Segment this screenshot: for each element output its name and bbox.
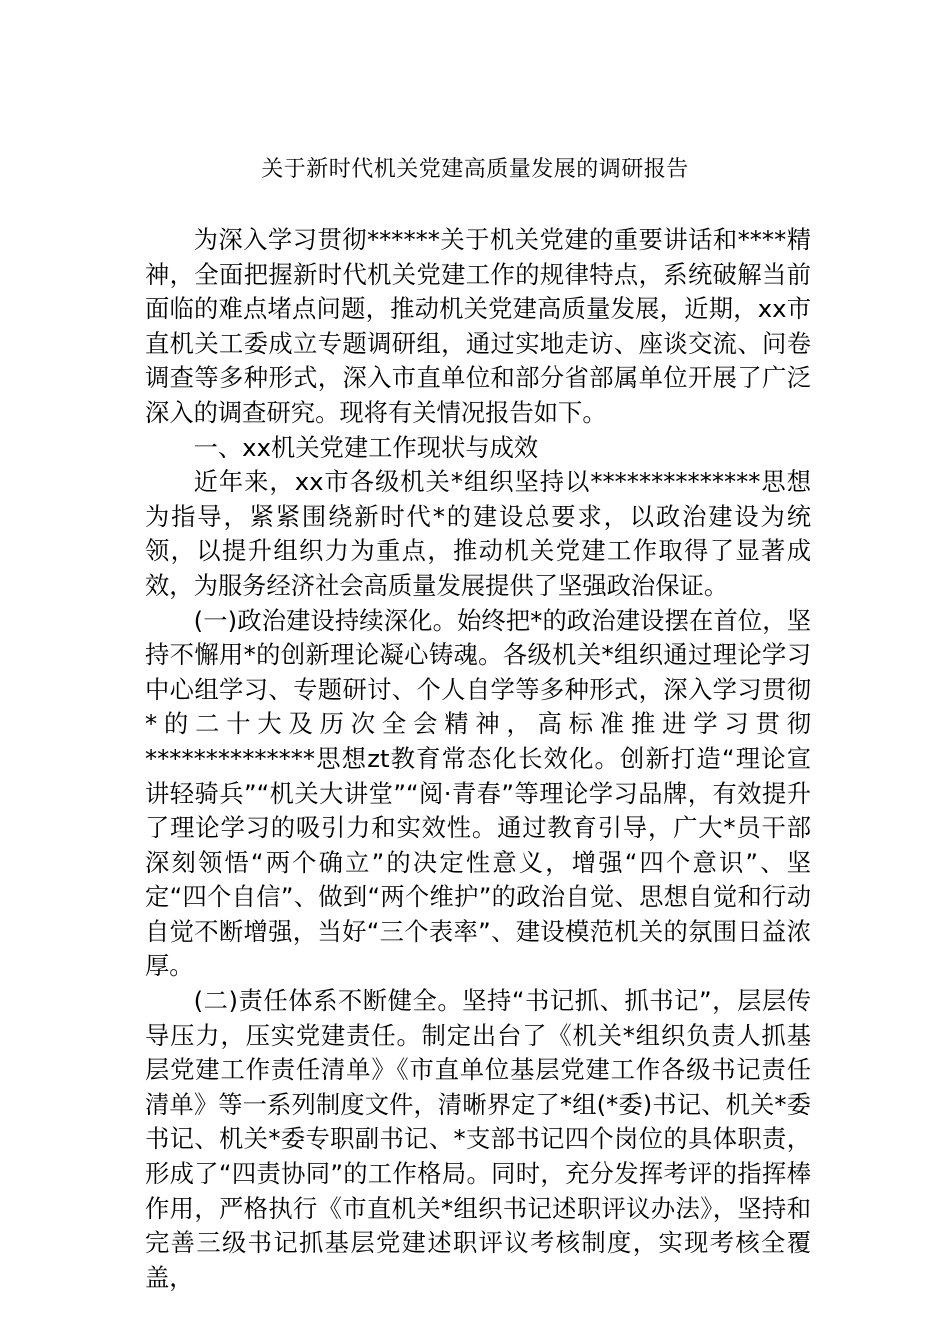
subsection-1-paragraph: (一)政治建设持续深化。始终把*的政治建设摆在首位，坚持不懈用*的创新理论凝心铸魂。各级机关*组织通过理论学习中心组学习、专题研讨、个人自学等多种形式，深入学习贯彻*的二十大及历次全会精神，高标准推进学习贯彻**************思想zt教育常态化长效化。创新打造“理论宣讲轻骑兵”“机关大讲堂”“阅·青春”等理论学习品牌，有效提升了理论学习的吸引力和实效性。通过教育引导，广大*员干部深刻领悟“两个确立”的决定性意义，增强“四个意识”、坚定“四个自信”、做到“两个维护”的政治自觉、思想自觉和行动自觉不断增强，当好“三个表率”、建设模范机关的氛围日益浓厚。 xyxy=(145,605,811,981)
subsection-2-paragraph: (二)责任体系不断健全。坚持“书记抓、抓书记”，层层传导压力，压实党建责任。制定出台了《机关*组织负责人抓基层党建工作责任清单》《市直单位基层党建工作各级书记责任清单》等一系列制度文件，清晰界定了*组(*委)书记、机关*委书记、机关*委专职副书记、*支部书记四个岗位的具体职责，形成了“四责协同”的工作格局。同时，充分发挥考评的指挥棒作用，严格执行《市直机关*组织书记述职评议办法》，坚持和完善三级书记抓基层党建述职评议考核制度，实现考核全覆盖， xyxy=(145,986,811,1292)
intro-paragraph: 为深入学习贯彻******关于机关党建的重要讲话和****精神，全面把握新时代机关党建工作的规律特点，系统破解当前面临的难点堵点问题，推动机关党建高质量发展，近期，xx市直机关工委成立专题调研组，通过实地走访、座谈交流、问卷调查等多种形式，深入市直单位和部分省部属单位开展了广泛深入的调查研究。现将有关情况报告如下。 xyxy=(145,225,811,427)
document-body xyxy=(145,223,811,1295)
section-heading-1: 一、xx机关党建工作现状与成效 xyxy=(193,432,539,462)
document-title: 关于新时代机关党建高质量发展的调研报告 xyxy=(261,157,689,182)
section-1-paragraph: 近年来，xx市各级机关*组织坚持以**************思想为指导，紧紧围绕新时代*的建设总要求，以政治建设为统领，以提升组织力为重点，推动机关党建工作取得了显著成效，为服务经济社会高质量发展提供了坚强政治保证。 xyxy=(145,467,811,600)
